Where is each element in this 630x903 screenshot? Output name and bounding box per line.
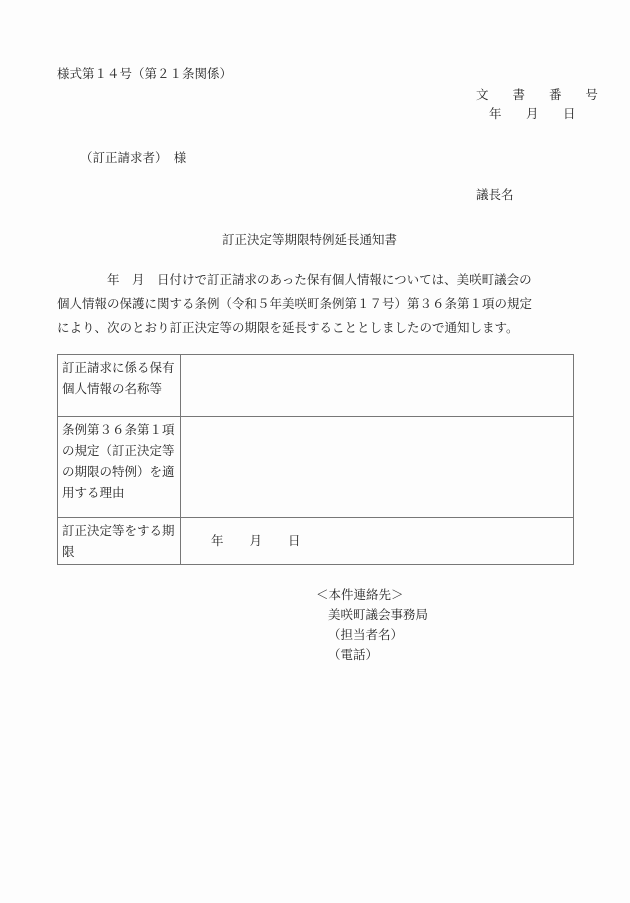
deadline-month: 月 — [249, 533, 263, 548]
contact-person: （担当者名） — [328, 627, 404, 642]
form-number: 様式第１４号（第２１条関係） — [57, 66, 233, 81]
body-line-3: により、次のとおり訂正決定等の期限を延長することとしましたので通知します。 — [57, 320, 519, 335]
table-row — [58, 355, 574, 417]
body-paragraph — [57, 268, 577, 340]
deadline-day: 日 — [288, 533, 301, 548]
row-value-info-name — [181, 355, 574, 417]
document-date: 年 月 日 — [489, 106, 582, 121]
table-row — [58, 417, 574, 518]
recipient-name: （訂正請求者） 様 — [80, 150, 187, 165]
notice-table — [57, 354, 574, 565]
contact-phone: （電話） — [328, 647, 379, 662]
row-label-deadline: 訂正決定等をする期限 — [58, 518, 181, 565]
body-line-1: 年 月 日付けで訂正請求のあった保有個人情報については、美咲町議会の — [57, 272, 532, 287]
deadline-year: 年 — [211, 533, 224, 548]
page-title: 訂正決定等期限特例延長通知書 — [222, 232, 398, 247]
sender-name: 議長名 — [476, 187, 514, 202]
table-row — [58, 518, 574, 565]
contact-heading: ＜本件連絡先＞ — [316, 587, 404, 602]
document-number-label: 文 書 番 号 — [476, 87, 608, 102]
row-label-reason: 条例第３６条第１項の規定（訂正決定等の期限の特例）を適用する理由 — [58, 417, 181, 518]
contact-office: 美咲町議会事務局 — [328, 607, 429, 622]
body-line-2: 個人情報の保護に関する条例（令和５年美咲町条例第１７号）第３６条第１項の規定 — [57, 296, 533, 311]
row-label-info-name: 訂正請求に係る保有個人情報の名称等 — [58, 355, 181, 417]
row-value-deadline — [181, 518, 574, 565]
row-value-reason — [181, 417, 574, 518]
